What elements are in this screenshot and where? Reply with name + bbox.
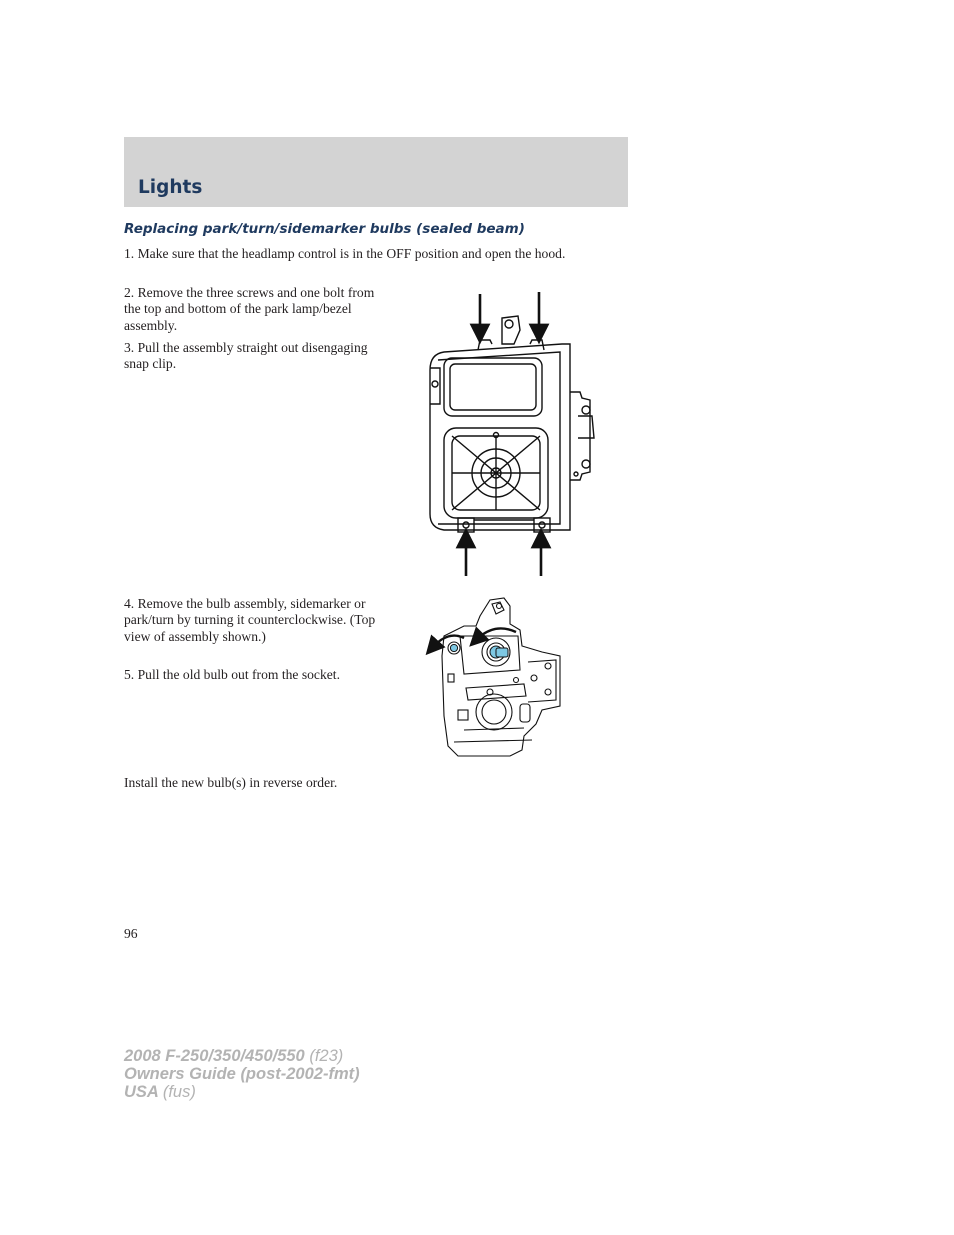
- park-lamp-bezel-assembly-illustration: [422, 288, 602, 580]
- section-title: Lights: [138, 177, 203, 198]
- subheading: Replacing park/turn/sidemarker bulbs (sealed beam): [124, 221, 525, 237]
- step-4: 4. Remove the bulb assembly, sidemarker or park/turn by turning it counterclockwise. (Top view of assembly shown.): [124, 596, 376, 644]
- step-3: 3. Pull the assembly straight out disengaging snap clip.: [124, 340, 368, 372]
- footer-guide: Owners Guide (post-2002-fmt): [124, 1065, 360, 1083]
- footer-region-line: [124, 1083, 360, 1101]
- footer-model-code: (f23): [309, 1047, 344, 1065]
- footer-region: USA: [124, 1083, 159, 1101]
- section-header-band: [124, 137, 628, 207]
- bulb-socket-top-view-illustration: [424, 596, 566, 760]
- page-number: 96: [124, 926, 138, 941]
- document-footer: [124, 1047, 360, 1101]
- step-5: 5. Pull the old bulb out from the socket.: [124, 667, 340, 682]
- closing-instruction: Install the new bulb(s) in reverse order.: [124, 775, 338, 790]
- step-2: 2. Remove the three screws and one bolt from the top and bottom of the park lamp/bezel assembly.: [124, 285, 375, 333]
- step-1: 1. Make sure that the headlamp control is in the OFF position and open the hood.: [124, 246, 566, 261]
- footer-model-line: [124, 1047, 360, 1065]
- footer-region-code: (fus): [162, 1083, 196, 1101]
- footer-model: 2008 F-250/350/450/550: [124, 1047, 305, 1065]
